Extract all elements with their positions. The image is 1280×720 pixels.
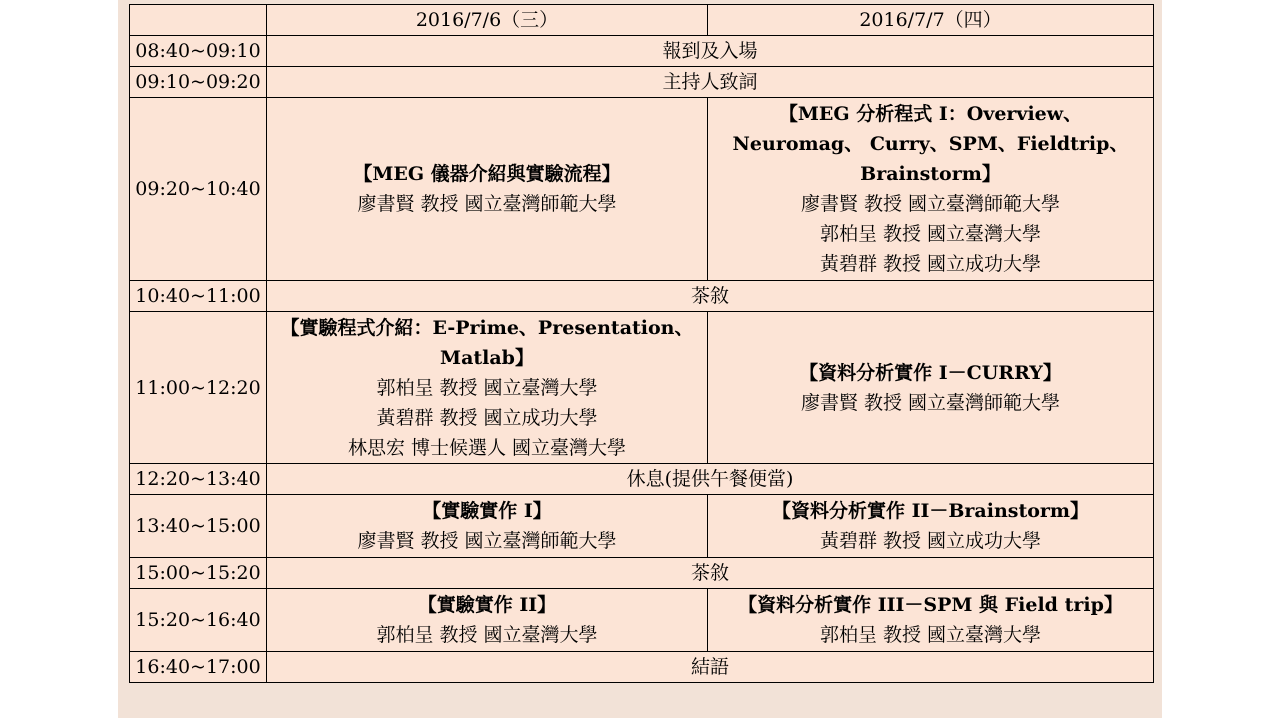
session-title: 【資料分析實作 II－Brainstorm】 [771,500,1090,522]
time-cell: 09:10~09:20 [130,67,267,98]
speaker-line: 黃碧群 教授 國立成功大學 [819,530,1042,552]
session-title: 【資料分析實作 III－SPM 與 Field trip】 [738,594,1123,616]
time-cell: 15:00~15:20 [130,558,267,589]
time-cell: 15:20~16:40 [130,589,267,652]
time-cell: 12:20~13:40 [130,464,267,495]
session-cell-day1 [267,312,708,464]
speaker-line: 黃碧群 教授 國立成功大學 [819,253,1042,275]
time-cell: 10:40~11:00 [130,281,267,312]
schedule-row [130,67,1154,98]
schedule-row [130,652,1154,683]
session-cell-day1 [267,495,708,558]
session-title: Brainstorm】 [860,163,1001,185]
speaker-line: 郭柏呈 教授 國立臺灣大學 [376,376,598,399]
span-cell: 茶敘 [267,281,1154,312]
header-row [130,5,1154,36]
schedule-row [130,495,1154,558]
speaker-line: 廖書賢 教授 國立臺灣師範大學 [357,193,617,215]
time-cell: 08:40~09:10 [130,36,267,67]
session-title: 【資料分析實作 I－CURRY】 [799,361,1062,384]
session-title: Neuromag、 Curry、SPM、Fieldtrip、 [732,133,1129,155]
span-cell: 主持人致詞 [267,67,1154,98]
schedule-table [129,4,1154,683]
schedule-row [130,312,1154,464]
session-cell-day2 [708,98,1154,281]
speaker-line: 廖書賢 教授 國立臺灣師範大學 [800,391,1061,414]
span-cell: 報到及入場 [267,36,1154,67]
session-title: Matlab】 [440,346,534,369]
session-cell-day2 [708,495,1154,558]
time-cell: 11:00~12:20 [130,312,267,464]
session-title: 【實驗實作 I】 [422,500,552,522]
time-cell: 09:20~10:40 [130,98,267,281]
speaker-line: 林思宏 博士候選人 國立臺灣大學 [347,436,627,459]
speaker-line: 黃碧群 教授 國立成功大學 [376,406,598,429]
header-day2: 2016/7/7（四） [708,5,1154,36]
time-cell: 16:40~17:00 [130,652,267,683]
span-cell: 茶敘 [267,558,1154,589]
time-cell: 13:40~15:00 [130,495,267,558]
speaker-line: 郭柏呈 教授 國立臺灣大學 [819,223,1042,245]
speaker-line: 郭柏呈 教授 國立臺灣大學 [819,624,1042,646]
speaker-line: 郭柏呈 教授 國立臺灣大學 [376,624,598,646]
session-cell-day1 [267,98,708,281]
schedule-row [130,558,1154,589]
session-cell-day1 [267,589,708,652]
speaker-line: 廖書賢 教授 國立臺灣師範大學 [357,530,617,552]
session-title: 【MEG 儀器介紹與實驗流程】 [353,163,621,185]
session-title: 【實驗實作 II】 [417,594,557,616]
schedule-row [130,464,1154,495]
speaker-line: 廖書賢 教授 國立臺灣師範大學 [800,193,1061,215]
session-title: 【實驗程式介紹：E-Prime、Presentation、 [280,316,694,339]
header-blank-cell [130,5,267,36]
schedule-row [130,589,1154,652]
span-cell: 休息(提供午餐便當) [267,464,1154,495]
session-title: 【MEG 分析程式 I：Overview、 [778,103,1083,125]
header-day1: 2016/7/6（三） [267,5,708,36]
session-cell-day2 [708,312,1154,464]
schedule-row [130,36,1154,67]
schedule-row [130,98,1154,281]
session-cell-day2 [708,589,1154,652]
schedule-row [130,281,1154,312]
span-cell: 結語 [267,652,1154,683]
